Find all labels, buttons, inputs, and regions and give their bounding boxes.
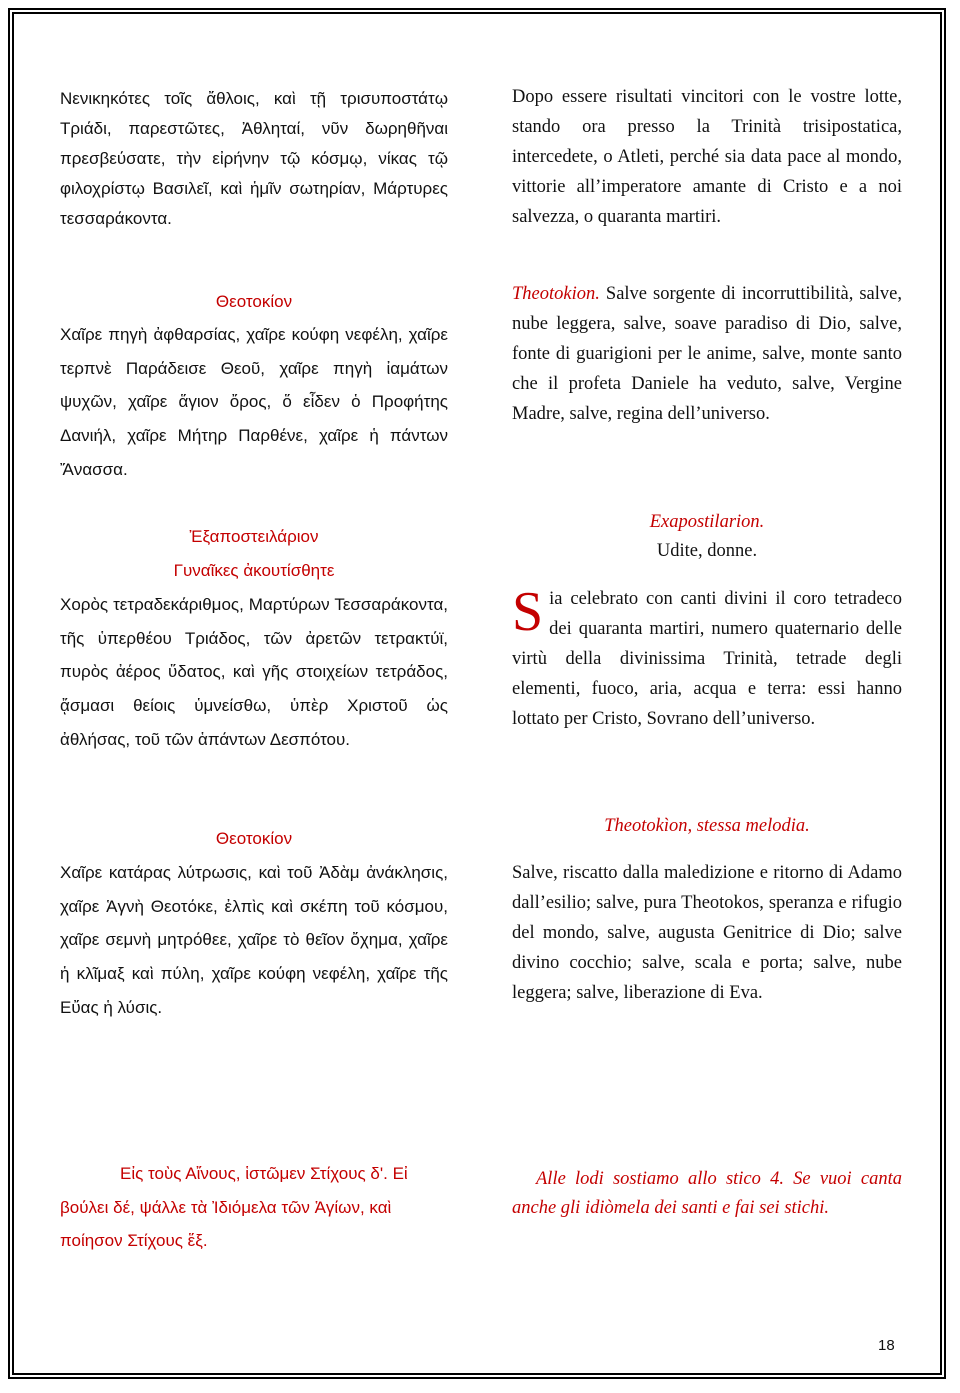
italian-paragraph-sessional: Dopo essere risultati vincitori con le vostre lotte, stando ora presso la Trinità trisipostatica, intercedete, o Atleti, perché sia data pace al mondo, vittorie all’imperatore amante di Cristo e a noi salvezza, o quaranta martiri.: [512, 87, 902, 227]
italian-rubric: Alle lodi sostiamo allo stico 4. Se vuoi canta anche gli idiòmela dei santi e fai sei stichi.: [512, 1169, 902, 1218]
italian-theotokion2-heading: Theotokìon, stessa melodia.: [604, 816, 810, 836]
greek-exapostilarion-heading: Ἐξαποστειλάριον: [189, 527, 319, 546]
dropcap-initial: S: [512, 581, 544, 643]
greek-exapostilarion-melody: Γυναῖκες ἀκουτίσθητε: [173, 561, 335, 580]
italian-exapostilarion-text: ia celebrato con canti divini il coro tetradeco dei quaranta martiri, numero quaternario delle virtù della divinissima Trinità, tetrade degli elementi, fuoco, aria, acqua e terra: essi hanno lottato per Cristo, Sovrano dell’universo.: [512, 589, 902, 729]
greek-exapostilarion-text: Χορὸς τετραδεκάριθμος, Μαρτύρων Τεσσαράκοντα, τῆς ὑπερθέου Τριάδος, τῶν ἀρετῶν τετρακτύϊ, πυρὸς ἀέρος ὕδατος, καὶ γῆς στοιχείων τετράδος, ᾄσμασι θείοις ὑμνείσθω, ὑπὲρ Χριστοῦ ὡς ἀθλήσας, τοῦ τῶν ἁπάντων Δεσπότου.: [60, 595, 448, 749]
page-number: 18: [878, 1337, 895, 1354]
greek-theotokion2-text: Χαῖρε κατάρας λύτρωσις, καὶ τοῦ Ἀδὰμ ἀνάκλησις, χαῖρε Ἁγνὴ Θεοτόκε, ἐλπὶς καὶ σκέπη τοῦ κόσμου, χαῖρε σεμνὴ μητρόθεε, χαῖρε τὸ θεῖον ὄχημα, χαῖρε ἡ κλῖμαξ καὶ πύλη, χαῖρε κούφη νεφέλη, χαῖρε τῆς Εὔας ἡ λύσις.: [60, 863, 448, 1017]
greek-paragraph-sessional: Νενικηκότες τοῖς ἄθλοις, καὶ τῇ τρισυποστάτῳ Τριάδι, παρεστῶτες, Ἀθληταί, νῦν δωρηθῆναι πρεσβεύσατε, τὴν εἰρήνην τῷ κόσμῳ, νίκας τῷ φιλοχρίστῳ Βασιλεῖ, καὶ ἡμῖν σωτηρίαν, Μάρτυρες τεσσαράκοντα.: [60, 89, 448, 228]
italian-theotokion-paragraph: [512, 279, 902, 429]
italian-exapostilarion-heading: Exapostilarion.: [649, 512, 765, 532]
greek-theotokion2-heading: Θεοτοκίον: [215, 829, 293, 848]
italian-theotokion-text: Salve sorgente di incorruttibilità, salve, nube leggera, salve, soave paradiso di Dio, salve, fonte di guarigioni per le anime, salve, monte santo che il profeta Daniele ha veduto, salve, Vergine Madre, salve, regina dell’universo.: [512, 284, 902, 424]
greek-theotokion-text: Χαῖρε πηγὴ ἀφθαρσίας, χαῖρε κούφη νεφέλη, χαῖρε τερπνὲ Παράδεισε Θεοῦ, χαῖρε πηγὴ ἰαμάτων ψυχῶν, χαῖρε ἅγιον ὄρος, ὅ εἶδεν ὁ Προφήτης Δανιήλ, χαῖρε Μήτηρ Παρθένε, χαῖρε ἡ πάντων Ἄνασσα.: [60, 325, 448, 479]
italian-exapostilarion-paragraph: [512, 581, 902, 734]
greek-theotokion-heading: Θεοτοκίον: [215, 292, 293, 311]
italian-theotokion2-text: Salve, riscatto dalla maledizione e ritorno di Adamo dall’esilio; salve, pura Theotokos, speranza e rifugio del mondo, salve, augusta Genitrice di Dio; salve divino cocchio; salve, scala e porta; salve, nube leggera; salve, liberazione di Eva.: [512, 863, 902, 1003]
italian-exapostilarion-melody: Udite, donne.: [656, 541, 758, 561]
greek-rubric: Εἰς τοὺς Αἴνους, ἱστῶμεν Στίχους δ'. Εἰ βούλει δέ, ψάλλε τὰ Ἰδιόμελα τῶν Ἁγίων, καὶ ποίησον Στίχους ἕξ.: [60, 1164, 408, 1251]
italian-theotokion-heading: Theotokion.: [512, 284, 600, 304]
